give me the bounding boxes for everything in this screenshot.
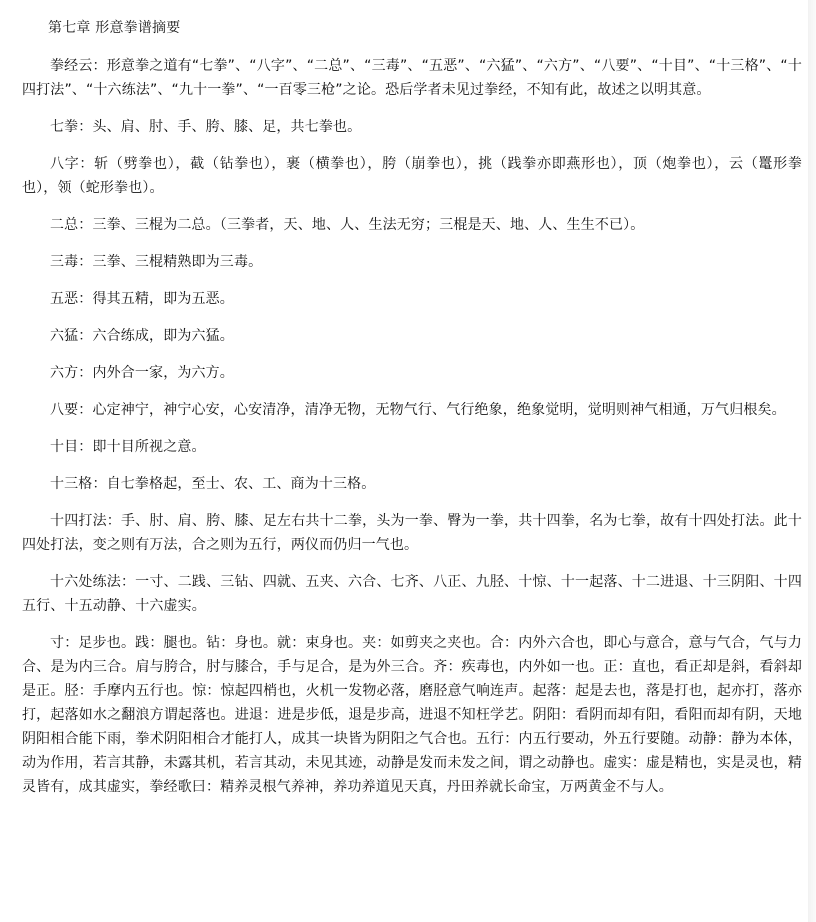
- paragraph-qi-quan: 七拳：头、肩、肘、手、胯、膝、足，共七拳也。: [50, 119, 362, 135]
- paragraph-explanations: 寸：足步也。践：腿也。钻：身也。就：束身也。夹：如剪夹之夹也。合：内外六合也，即心与意合，意与气合，气与力合、是为内三合。肩与胯合，肘与膝合，手与足合，是为外三合。齐：疾毒也，内外如一也。正：直也，看正却是斜，看斜却是正。胫：手摩内五行也。惊：惊起四梢也，火机一发物必落，磨胫意气响连声。起落：起是去也，落是打也，起亦打，落亦打，起落如水之翻浪方谓起落也。进退：进是步低，退是步高，进退不知枉学艺。阴阳：看阴而却有阳，看阳而却有阴，天地阴阳相合能下雨，拳术阴阳相合才能打人，成其一块皆为阴阳之气合也。五行：内五行要动，外五行要随。动静：静为本体，动为作用，若言其静，未露其机，若言其动，未见其迹，动静是发而未发之间，谓之动静也。虚实：虚是精也，实是灵也，精灵皆有，成其虚实，拳经歌曰：精养灵根气养神，养功养道见天真，丹田养就长命宝，万两黄金不与人。: [22, 635, 802, 795]
- paragraph-ba-zi: 八字：斩（劈拳也），截（钻拳也），裹（横拳也），胯（崩拳也），挑（践拳亦即燕形也），顶（炮拳也），云（鼍形拳也），领（蛇形拳也）。: [22, 156, 802, 196]
- chapter-title: 第七章 形意拳谱摘要: [48, 20, 181, 36]
- paragraph-shi-si-da-fa: 十四打法：手、肘、肩、胯、膝、足左右共十二拳，头为一拳、臀为一拳，共十四拳，名为七拳，故有十四处打法。此十四处打法，变之则有万法，合之则为五行，两仪而仍归一气也。: [22, 513, 802, 553]
- paragraph-liu-fang: 六方：内外合一家，为六方。: [50, 365, 234, 381]
- paragraph-er-zong: 二总：三拳、三棍为二总。（三拳者，天、地、人、生法无穷；三棍是天、地、人、生生不已）。: [50, 217, 645, 233]
- paragraph-san-du: 三毒：三拳、三棍精熟即为三毒。: [50, 254, 263, 270]
- paragraph-wu-e: 五恶：得其五精，即为五恶。: [50, 291, 234, 307]
- paragraph-intro: 拳经云：形意拳之道有“七拳”、“八字”、“二总”、“三毒”、“五恶”、“六猛”、“六方”、“八要”、“十目”、“十三格”、“十四打法”、“十六练法”、“九十一拳”、“一百零三枪”之论。恐后学者未见过拳经，不知有此，故述之以明其意。: [22, 58, 802, 98]
- document-body: [22, 18, 802, 812]
- page-edge: [808, 0, 816, 922]
- paragraph-shi-san-ge: 十三格：自七拳格起，至士、农、工、商为十三格。: [50, 476, 376, 492]
- paragraph-ba-yao: 八要：心定神宁，神宁心安，心安清净，清净无物，无物气行、气行绝象，绝象觉明，觉明则神气相通，万气归根矣。: [50, 402, 786, 418]
- paragraph-shi-mu: 十目：即十目所视之意。: [50, 439, 206, 455]
- paragraph-liu-meng: 六猛：六合练成，即为六猛。: [50, 328, 234, 344]
- paragraph-shi-liu-lian-fa: 十六处练法：一寸、二践、三钻、四就、五夹、六合、七齐、八正、九胫、十惊、十一起落、十二进退、十三阴阳、十四五行、十五动静、十六虚实。: [22, 574, 802, 614]
